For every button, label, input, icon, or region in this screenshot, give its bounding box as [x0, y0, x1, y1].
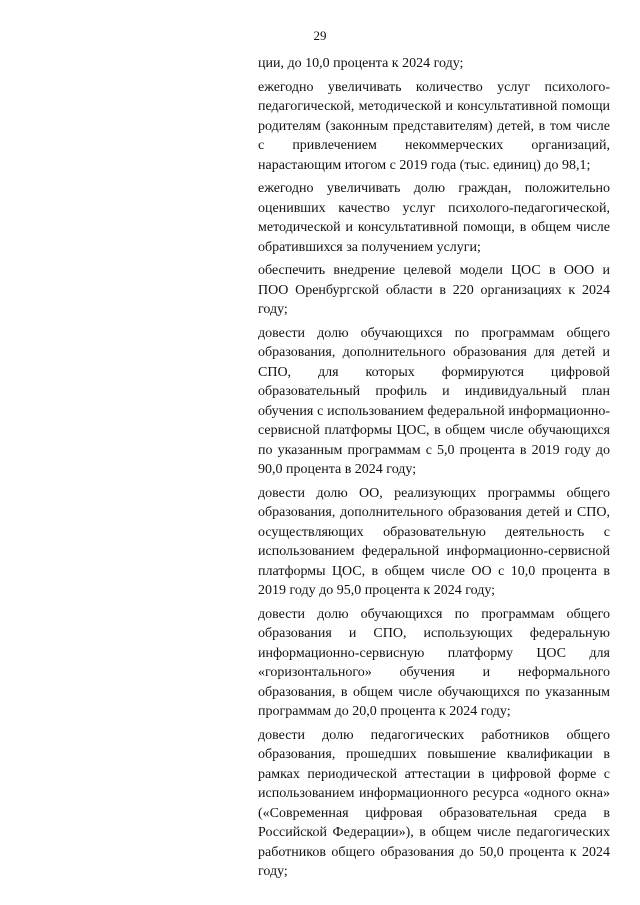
paragraph-1: ции, до 10,0 процента к 2024 году;: [258, 56, 464, 71]
paragraph-6: довести долю ОО, реализующих программы общего образования, дополнительного образования детей и СПО, осуществляющих образовательную деятельность с использованием федеральной информационно-сервисной платформы ЦОС, в общем числе ОО с 10,0 процента в 2019 году до 95,0 процента к 2024 году;: [258, 485, 610, 598]
document-body: [258, 54, 610, 882]
page-number: 29: [313, 28, 327, 43]
paragraph-5: довести долю обучающихся по программам общего образования, дополнительного образования для детей и СПО, для которых формируются цифровой образовательный профиль и индивидуальный план обучения с использованием федеральной информационно-сервисной платформы ЦОС, в общем числе обучающихся по указанным программам с 5,0 процента в 2019 году до 90,0 процента в 2024 году;: [258, 325, 610, 477]
paragraph-2: ежегодно увеличивать количество услуг психолого-педагогической, методической и консультативной помощи родителям (законным представителям) детей, в том числе с привлечением некоммерческих организаций, нарастающим итогом с 2019 года (тыс. единиц) до 98,1;: [258, 79, 610, 173]
paragraph-7: довести долю обучающихся по программам общего образования и СПО, использующих федеральную информационно-сервисную платформу ЦОС для «горизонтального» обучения и неформального образования, в общем числе обучающихся по указанным программам до 20,0 процента к 2024 году;: [258, 606, 610, 719]
paragraph-3: ежегодно увеличивать долю граждан, положительно оценивших качество услуг психолого-педагогической, методической и консультативной помощи, в общем числе обратившихся за получением услуги;: [258, 181, 610, 255]
paragraph-8: довести долю педагогических работников общего образования, прошедших повышение квалификации в рамках периодической аттестации в цифровой форме с использованием информационного ресурса «одного окна» («Современная цифровая образовательная среда в Российской Федерации»), в общем числе педагогических работников общего образования до 50,0 процента к 2024 году;: [258, 727, 610, 879]
paragraph-4: обеспечить внедрение целевой модели ЦОС в ООО и ПОО Оренбургской области в 220 организациях к 2024 году;: [258, 263, 610, 317]
